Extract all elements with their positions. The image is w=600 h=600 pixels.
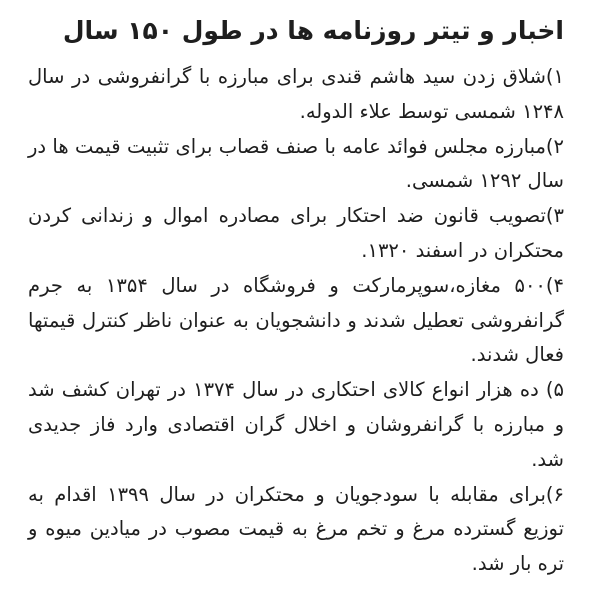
news-list (28, 60, 564, 582)
document-title: اخبار و تیتر روزنامه ها در طول ۱۵۰ سال (62, 16, 564, 45)
news-item-4: ۴)۵۰۰ مغازه،سوپرمارکت و فروشگاه در سال ۱۳۵۴ به جرم گرانفروشی تعطیل شدند و دانشجویان به عنوان ناظر کنترل قیمتها فعال شدند. (28, 273, 564, 367)
news-item-3: ۳)تصویب قانون ضد احتکار برای مصادره اموال و زندانی کردن محتکران در اسفند ۱۳۲۰. (28, 204, 564, 262)
news-item-2: ۲)مبارزه مجلس فوائد عامه با صنف قصاب برای تثبیت قیمت ها در سال ۱۲۹۲ شمسی. (28, 134, 564, 193)
news-item-5: ۵) ده هزار انواع کالای احتکاری در سال ۱۳۷۴ در تهران کشف شد و مبارزه با گرانفروشان و اخلال گران اقتصادی وارد فاز جدیدی شد. (28, 378, 564, 471)
news-item-6: ۶)برای مقابله با سودجویان و محتکران در سال ۱۳۹۹ اقدام به توزیع گسترده مرغ و تخم مرغ به قیمت مصوب در میادین میوه و تره بار شد. (28, 482, 564, 576)
news-item-1: ۱)شلاق زدن سید هاشم قندی برای مبارزه با گرانفروشی در سال ۱۲۴۸ شمسی توسط علاء الدوله. (28, 65, 564, 123)
